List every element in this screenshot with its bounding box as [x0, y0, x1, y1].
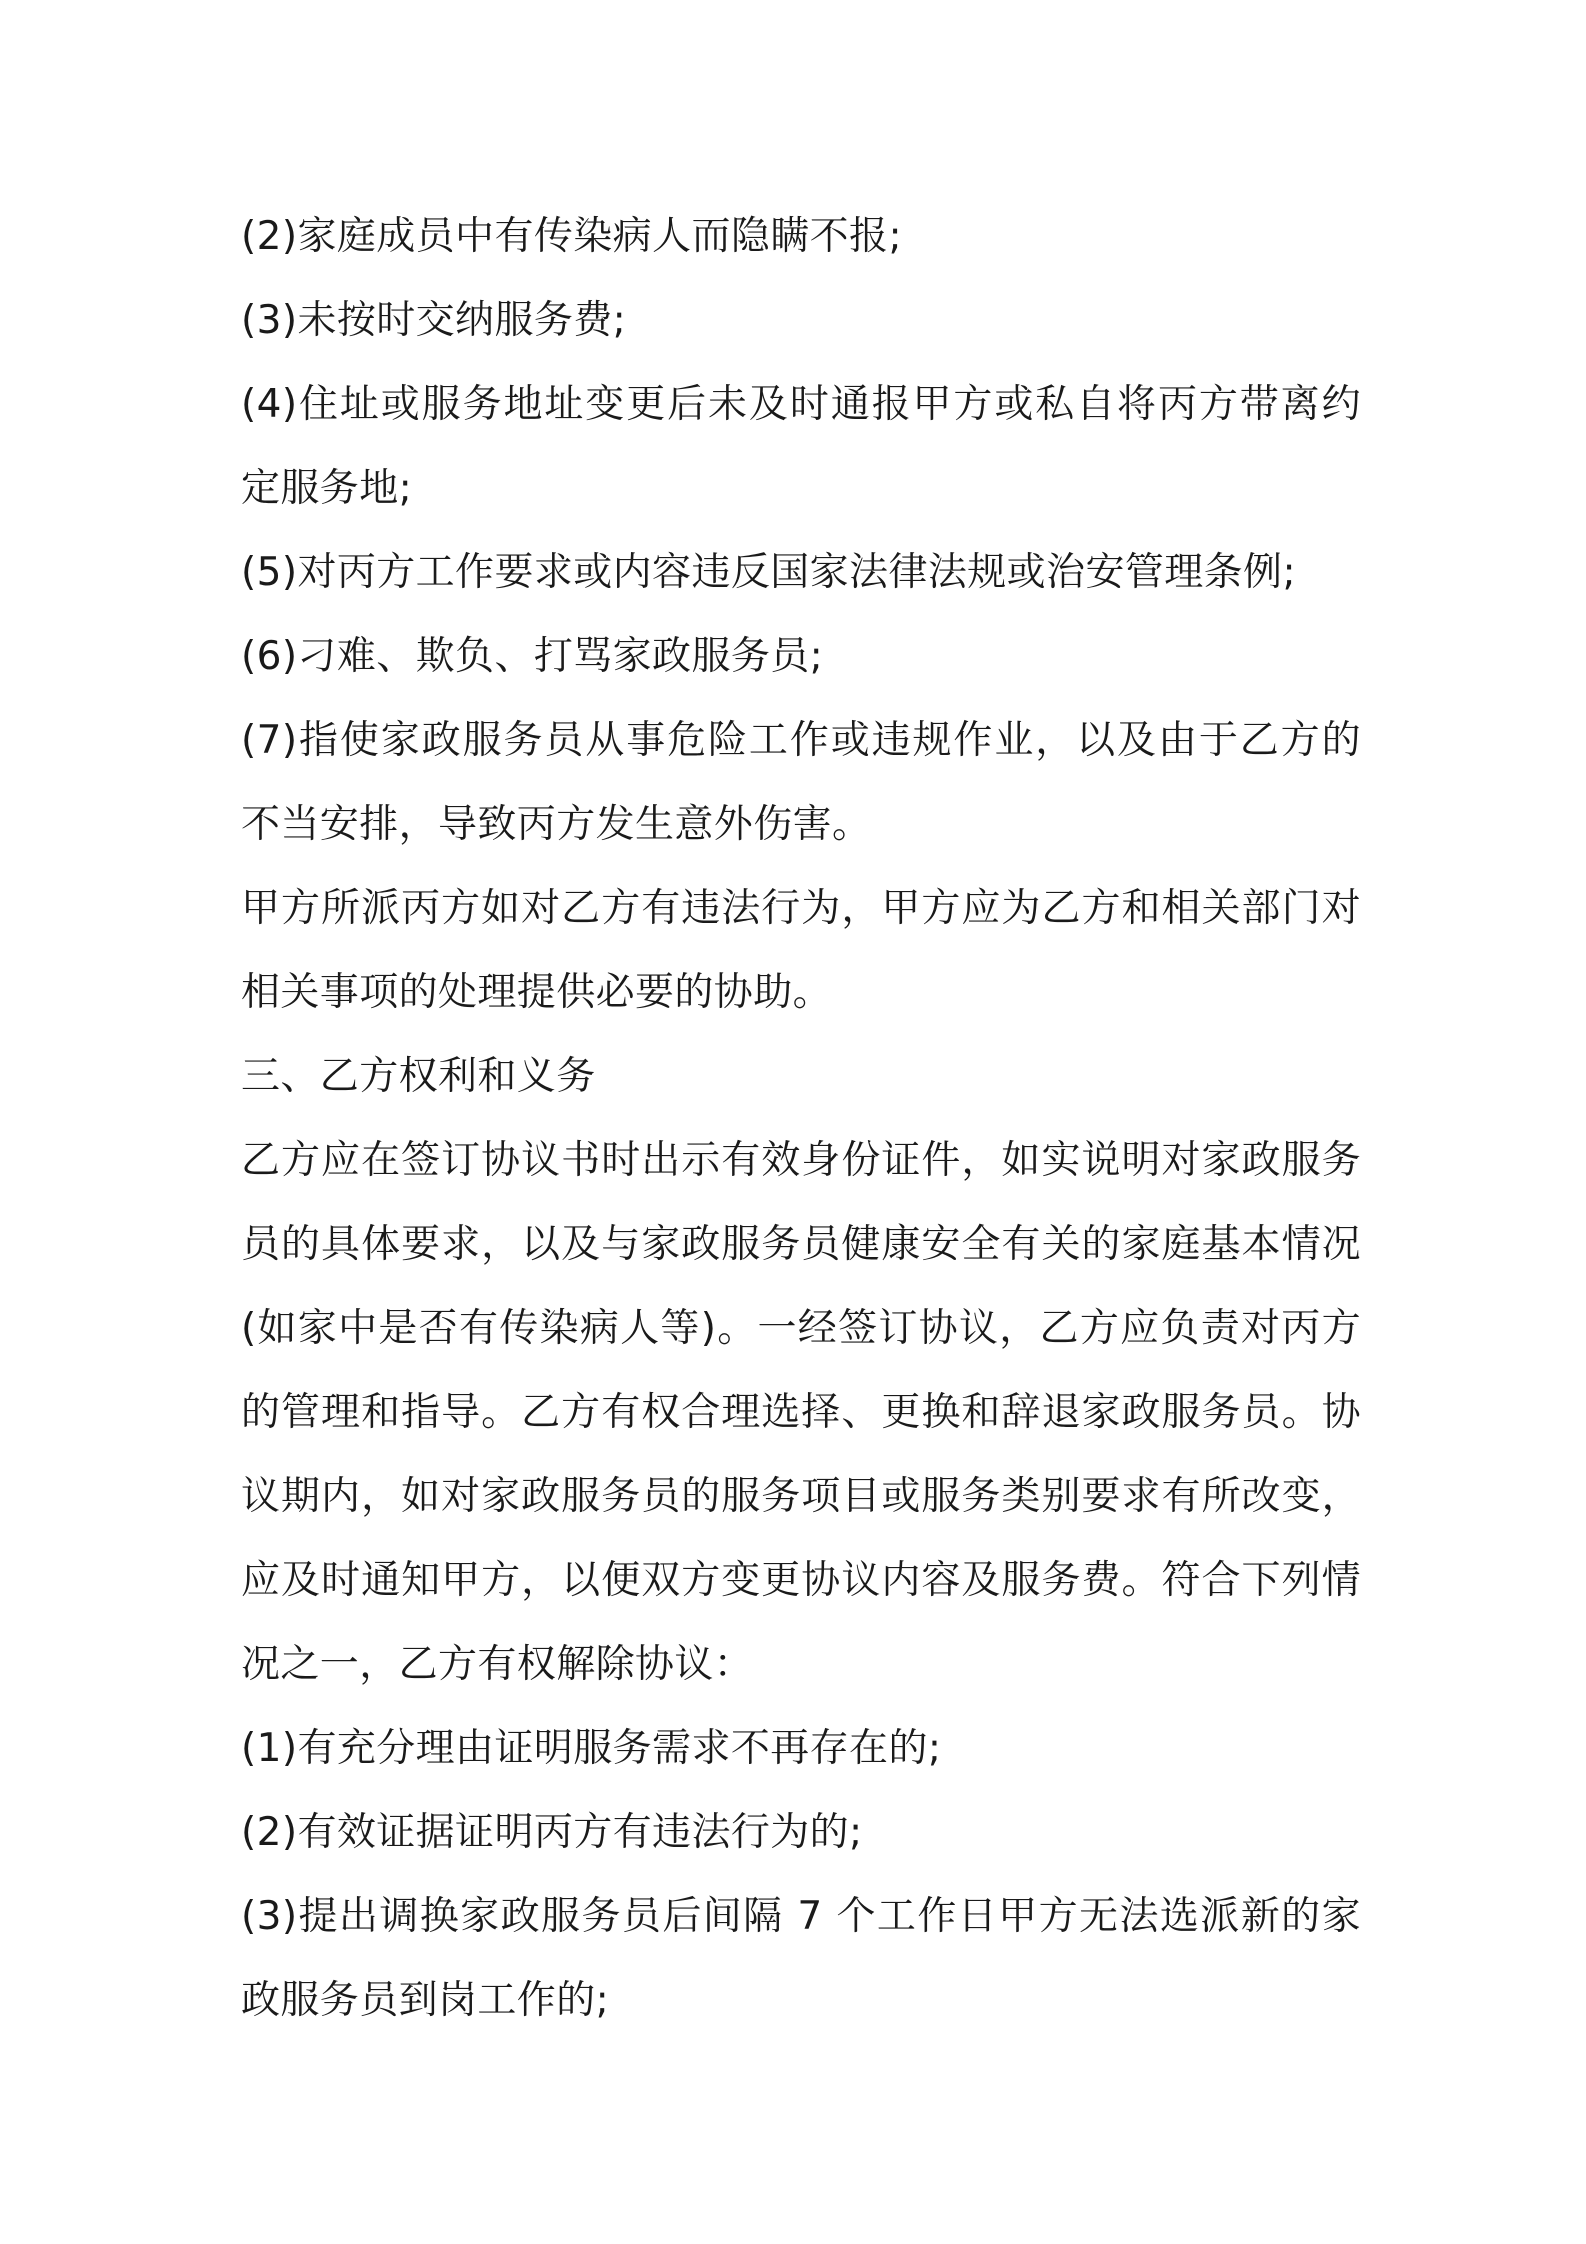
- termination-item-2: (2)有效证据证明丙方有违法行为的;: [241, 1810, 863, 1855]
- document-body: [241, 195, 1361, 2043]
- section-heading: 三、乙方权利和义务: [241, 1054, 596, 1099]
- termination-item-3: (3)提出调换家政服务员后间隔 7 个工作日甲方无法选派新的家政服务员到岗工作的;: [241, 1894, 1361, 2023]
- clause-item-6: (6)刁难、欺负、打骂家政服务员;: [241, 634, 824, 679]
- clause-item-7: (7)指使家政服务员从事危险工作或违规作业，以及由于乙方的不当安排，导致丙方发生意外伤害。: [241, 718, 1361, 847]
- party-b-duties-paragraph: 乙方应在签订协议书时出示有效身份证件，如实说明对家政服务员的具体要求，以及与家政服务员健康安全有关的家庭基本情况(如家中是否有传染病人等)。一经签订协议，乙方应负责对丙方的管理和指导。乙方有权合理选择、更换和辞退家政服务员。协议期内，如对家政服务员的服务项目或服务类别要求有所改变，应及时通知甲方，以便双方变更协议内容及服务费。符合下列情况之一，乙方有权解除协议：: [241, 1138, 1361, 1687]
- clause-item-3: (3)未按时交纳服务费;: [241, 298, 627, 343]
- clause-item-5: (5)对丙方工作要求或内容违反国家法律法规或治安管理条例;: [241, 550, 1296, 595]
- assistance-paragraph: 甲方所派丙方如对乙方有违法行为，甲方应为乙方和相关部门对相关事项的处理提供必要的协助。: [241, 886, 1361, 1015]
- termination-item-1: (1)有充分理由证明服务需求不再存在的;: [241, 1726, 942, 1771]
- clause-item-2: (2)家庭成员中有传染病人而隐瞒不报;: [241, 214, 902, 259]
- clause-item-4: (4)住址或服务地址变更后未及时通报甲方或私自将丙方带离约定服务地;: [241, 382, 1361, 511]
